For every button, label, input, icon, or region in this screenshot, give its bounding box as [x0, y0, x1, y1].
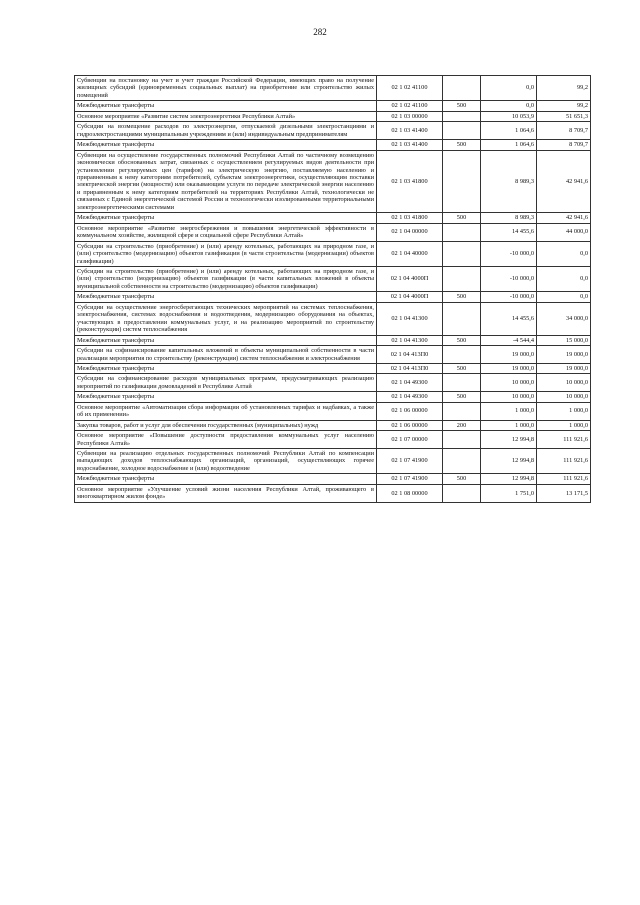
row-name-cell: Субсидии на возмещение расходов по электроэнергии, отпускаемой дизельными электростанциями и гидроэлектростанциями муниципальным учреждениям и (или) индивидуальным предпринимателям — [75, 122, 377, 140]
row-code-cell: 02 1 08 00000 — [377, 484, 443, 502]
row-amount-1-cell: 8 989,3 — [481, 213, 537, 223]
row-name-cell: Закупка товаров, работ и услуг для обеспечения государственных (муниципальных) нужд — [75, 420, 377, 430]
row-name-cell: Основное мероприятие «Автоматизация сбора информации об установленных тарифах и надбавках, а также об их применении» — [75, 402, 377, 420]
table-row — [75, 302, 591, 335]
row-expense-type-cell — [443, 223, 481, 241]
row-expense-type-cell: 500 — [443, 101, 481, 111]
table-row — [75, 292, 591, 302]
row-amount-2-cell: 10 000,0 — [537, 392, 591, 402]
row-amount-1-cell: 1 000,0 — [481, 420, 537, 430]
row-amount-2-cell: 42 941,6 — [537, 213, 591, 223]
row-name-cell: Межбюджетные трансферты — [75, 292, 377, 302]
row-amount-1-cell: -10 000,0 — [481, 292, 537, 302]
row-amount-2-cell: 19 000,0 — [537, 363, 591, 373]
row-code-cell: 02 1 03 41800 — [377, 213, 443, 223]
row-amount-1-cell: 12 994,8 — [481, 449, 537, 474]
row-expense-type-cell: 500 — [443, 392, 481, 402]
row-amount-2-cell: 19 000,0 — [537, 346, 591, 364]
table-row — [75, 346, 591, 364]
table-row — [75, 213, 591, 223]
row-name-cell: Основное мероприятие «Повышение доступности предоставления коммунальных услуг населению Республики Алтай» — [75, 431, 377, 449]
row-expense-type-cell — [443, 449, 481, 474]
row-amount-2-cell: 15 000,0 — [537, 335, 591, 345]
row-code-cell: 02 1 06 00000 — [377, 420, 443, 430]
row-code-cell: 02 1 06 00000 — [377, 402, 443, 420]
table-row — [75, 335, 591, 345]
row-name-cell: Субвенции на реализацию отдельных государственных полномочий Республики Алтай по компенсации выпадающих доходов теплоснабжающих организаций, организаций, осуществляющих горячее водоснабжение, холодное водоснабжение и (или) водоотведение — [75, 449, 377, 474]
row-amount-1-cell: 19 000,0 — [481, 363, 537, 373]
table-row — [75, 363, 591, 373]
row-name-cell: Межбюджетные трансферты — [75, 363, 377, 373]
row-name-cell: Основное мероприятие «Развитие энергосбережения и повышения энергетической эффективности в коммунальном хозяйстве, жилищной сфере и социальной сфере Республики Алтай» — [75, 223, 377, 241]
row-code-cell: 02 1 02 41100 — [377, 101, 443, 111]
row-amount-2-cell: 51 651,3 — [537, 111, 591, 121]
table-row — [75, 374, 591, 392]
row-code-cell: 02 1 03 00000 — [377, 111, 443, 121]
row-expense-type-cell — [443, 241, 481, 266]
row-amount-2-cell: 99,2 — [537, 76, 591, 101]
row-expense-type-cell — [443, 266, 481, 291]
table-row — [75, 241, 591, 266]
table-row — [75, 484, 591, 502]
row-amount-1-cell: 1 064,6 — [481, 140, 537, 150]
row-name-cell: Межбюджетные трансферты — [75, 392, 377, 402]
row-name-cell: Основное мероприятие «Развитие систем электроэнергетики Республики Алтай» — [75, 111, 377, 121]
row-code-cell: 02 1 04 41300 — [377, 302, 443, 335]
row-amount-1-cell: 10 000,0 — [481, 392, 537, 402]
row-amount-2-cell: 99,2 — [537, 101, 591, 111]
row-expense-type-cell: 500 — [443, 363, 481, 373]
row-amount-2-cell: 34 000,0 — [537, 302, 591, 335]
table-row — [75, 76, 591, 101]
table-row — [75, 111, 591, 121]
row-code-cell: 02 1 07 41900 — [377, 474, 443, 484]
row-code-cell: 02 1 03 41800 — [377, 150, 443, 213]
row-code-cell: 02 1 04 413П0 — [377, 346, 443, 364]
table-row — [75, 431, 591, 449]
row-name-cell: Субсидии на софинансирование расходов муниципальных программ, предусматривающих реализацию мероприятий по газификации домовладений в Республике Алтай — [75, 374, 377, 392]
row-expense-type-cell — [443, 302, 481, 335]
page-number: 282 — [313, 27, 327, 37]
row-expense-type-cell — [443, 150, 481, 213]
row-code-cell: 02 1 04 40000 — [377, 241, 443, 266]
row-amount-2-cell: 8 709,7 — [537, 122, 591, 140]
row-amount-1-cell: 1 751,0 — [481, 484, 537, 502]
row-expense-type-cell — [443, 484, 481, 502]
row-name-cell: Межбюджетные трансферты — [75, 101, 377, 111]
row-amount-1-cell: -4 544,4 — [481, 335, 537, 345]
row-amount-2-cell: 1 000,0 — [537, 420, 591, 430]
row-expense-type-cell — [443, 111, 481, 121]
table-row — [75, 140, 591, 150]
row-code-cell: 02 1 04 00000 — [377, 223, 443, 241]
row-name-cell: Субсидии на осуществление энергосберегающих технических мероприятий на системах теплоснабжения, электроснабжения, системах водоснабжения и водоотведения, модернизацию оборудования на объектах, участвующих в предоставлении коммунальных услуг, и на реализацию мероприятий по строительству (реконструкции) систем теплоснабжения — [75, 302, 377, 335]
row-expense-type-cell: 500 — [443, 292, 481, 302]
row-amount-2-cell: 0,0 — [537, 241, 591, 266]
row-amount-1-cell: 10 053,9 — [481, 111, 537, 121]
table-row — [75, 449, 591, 474]
row-amount-2-cell: 0,0 — [537, 292, 591, 302]
row-code-cell: 02 1 07 00000 — [377, 431, 443, 449]
table-row — [75, 122, 591, 140]
row-expense-type-cell — [443, 374, 481, 392]
row-amount-1-cell: 8 989,3 — [481, 150, 537, 213]
row-amount-1-cell: 12 994,8 — [481, 474, 537, 484]
row-name-cell: Субсидии на строительство (приобретение) и (или) аренду котельных, работающих на природном газе, и (или) строительство (модернизацию) объектов газификации (в части строительства (модернизации) объектов газификации) — [75, 241, 377, 266]
row-name-cell: Субсидии на строительство (приобретение) и (или) аренду котельных, работающих на природном газе, и (или) строительство (модернизацию) объектов газификации (в части капитальных вложений в объекты муниципальной собственности на строительство (модернизацию) объектов газификации) — [75, 266, 377, 291]
row-amount-2-cell: 42 941,6 — [537, 150, 591, 213]
row-amount-1-cell: 1 000,0 — [481, 402, 537, 420]
table-row — [75, 266, 591, 291]
row-name-cell: Межбюджетные трансферты — [75, 213, 377, 223]
row-expense-type-cell — [443, 431, 481, 449]
row-amount-2-cell: 10 000,0 — [537, 374, 591, 392]
row-amount-1-cell: 10 000,0 — [481, 374, 537, 392]
row-amount-2-cell: 13 171,5 — [537, 484, 591, 502]
row-expense-type-cell — [443, 122, 481, 140]
row-code-cell: 02 1 04 49300 — [377, 374, 443, 392]
row-code-cell: 02 1 04 4000П — [377, 292, 443, 302]
budget-table — [74, 75, 591, 503]
row-code-cell: 02 1 03 41400 — [377, 140, 443, 150]
row-code-cell: 02 1 02 41100 — [377, 76, 443, 101]
row-name-cell: Субвенции на постановку на учет и учет граждан Российской Федерации, имеющих право на получение жилищных субсидий (единовременных социальных выплат) на приобретение или строительство жилых помещений — [75, 76, 377, 101]
row-code-cell: 02 1 07 41900 — [377, 449, 443, 474]
row-amount-1-cell: 14 455,6 — [481, 302, 537, 335]
row-amount-1-cell: 1 064,6 — [481, 122, 537, 140]
row-code-cell: 02 1 04 49300 — [377, 392, 443, 402]
row-name-cell: Межбюджетные трансферты — [75, 474, 377, 484]
table-row — [75, 474, 591, 484]
row-expense-type-cell — [443, 402, 481, 420]
row-amount-1-cell: -10 000,0 — [481, 266, 537, 291]
row-name-cell: Субсидии на софинансирование капитальных вложений в объекты муниципальной собственности в части реализации мероприятия по строительству (реконструкции) систем теплоснабжения и электроснабжения — [75, 346, 377, 364]
row-amount-2-cell: 1 000,0 — [537, 402, 591, 420]
row-expense-type-cell: 500 — [443, 140, 481, 150]
row-amount-1-cell: 14 455,6 — [481, 223, 537, 241]
row-expense-type-cell — [443, 346, 481, 364]
row-name-cell: Основное мероприятие «Улучшение условий жизни населения Республики Алтай, проживающего в многоквартирном жилом фонде» — [75, 484, 377, 502]
row-expense-type-cell: 500 — [443, 335, 481, 345]
row-amount-2-cell: 111 921,6 — [537, 449, 591, 474]
row-amount-1-cell: 0,0 — [481, 76, 537, 101]
row-amount-1-cell: 12 994,8 — [481, 431, 537, 449]
table-row — [75, 101, 591, 111]
table-row — [75, 150, 591, 213]
row-amount-2-cell: 0,0 — [537, 266, 591, 291]
row-expense-type-cell — [443, 76, 481, 101]
row-name-cell: Межбюджетные трансферты — [75, 140, 377, 150]
row-code-cell: 02 1 04 413П0 — [377, 363, 443, 373]
row-code-cell: 02 1 03 41400 — [377, 122, 443, 140]
row-expense-type-cell: 500 — [443, 474, 481, 484]
row-name-cell: Межбюджетные трансферты — [75, 335, 377, 345]
row-code-cell: 02 1 04 4000П — [377, 266, 443, 291]
row-expense-type-cell: 200 — [443, 420, 481, 430]
row-amount-1-cell: 0,0 — [481, 101, 537, 111]
row-amount-2-cell: 8 709,7 — [537, 140, 591, 150]
table-row — [75, 402, 591, 420]
table-row — [75, 392, 591, 402]
table-row — [75, 420, 591, 430]
row-code-cell: 02 1 04 41300 — [377, 335, 443, 345]
table-row — [75, 223, 591, 241]
row-amount-1-cell: -10 000,0 — [481, 241, 537, 266]
row-name-cell: Субвенции на осуществление государственных полномочий Республики Алтай по частичному возмещению экономически обоснованных затрат, связанных с осуществлением регулируемых видов деятельности при установлении регулируемых цен (тарифов) на электрическую энергию, поставляемую населению и приравненным к нему категориям потребителей, субъектам электроэнергетики, осуществляющим поставки электрической энергии (мощности) или оказывающим услуги по передаче электрической энергии населению и приравненным к нему категориям потребителей на территориях Республики Алтай, технологически не связанных с Единой энергетической системой России и технологически изолированными территориальными электроэнергетическими системами — [75, 150, 377, 213]
row-amount-1-cell: 19 000,0 — [481, 346, 537, 364]
row-amount-2-cell: 111 921,6 — [537, 474, 591, 484]
row-expense-type-cell: 500 — [443, 213, 481, 223]
row-amount-2-cell: 111 921,6 — [537, 431, 591, 449]
row-amount-2-cell: 44 000,0 — [537, 223, 591, 241]
